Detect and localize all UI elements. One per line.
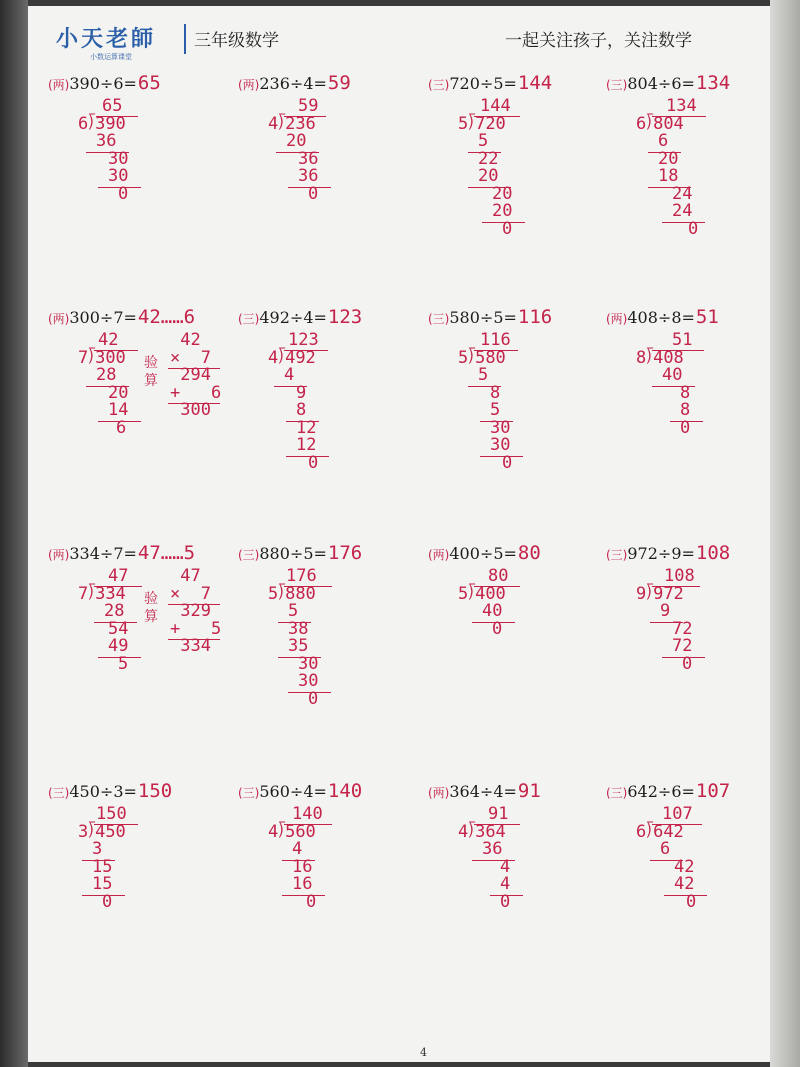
- work-row: 12: [296, 435, 317, 455]
- dividend-row: 5⟌580: [458, 347, 506, 368]
- problem-1: [48, 72, 218, 272]
- handwritten-answer: 47……5: [137, 542, 196, 564]
- problem-3: [428, 72, 598, 272]
- page-number: 4: [420, 1046, 427, 1059]
- dividend-row: 3⟌450: [78, 821, 126, 842]
- check-row: 294: [170, 365, 211, 385]
- work-row: 20: [492, 201, 513, 221]
- problem-15: [428, 780, 598, 980]
- check-row: + 5: [170, 618, 222, 639]
- handwritten-answer: 80: [517, 542, 541, 564]
- work-row: 9: [296, 382, 307, 403]
- division-bracket-line: [474, 116, 520, 117]
- problem-tag: (三): [606, 548, 628, 562]
- work-row: 0: [308, 688, 319, 709]
- problem-14: [238, 780, 408, 980]
- problem-tag: (两): [238, 78, 260, 92]
- work-row: 49: [108, 636, 129, 656]
- quotient: 51: [672, 330, 693, 350]
- work-row: 54: [108, 618, 129, 639]
- work-row: 38: [288, 618, 309, 639]
- division-bracket-line: [284, 350, 328, 351]
- problem-tag: (三): [238, 786, 260, 800]
- quotient: 42: [98, 330, 119, 350]
- work-row: 5: [288, 601, 299, 621]
- work-row: 30: [298, 671, 319, 691]
- work-row: 35: [288, 636, 309, 656]
- work-row: 42: [674, 856, 695, 877]
- problem-2: [238, 72, 408, 272]
- dividend-row: 5⟌400: [458, 583, 506, 604]
- division-bracket-line: [652, 350, 704, 351]
- work-row: 28: [96, 365, 117, 385]
- problem-tag: (两): [606, 312, 628, 326]
- check-row: 300: [170, 400, 211, 420]
- problem-5: [48, 306, 222, 506]
- work-row: 28: [104, 601, 125, 621]
- header-slogan: 一起关注孩子，关注数学: [505, 31, 692, 51]
- quotient: 108: [664, 566, 695, 586]
- brand-subtitle: 小数运算课堂: [90, 53, 132, 61]
- problem-expression: 492÷4=: [259, 308, 327, 327]
- work-row: 40: [662, 365, 683, 385]
- work-row: 0: [118, 183, 129, 204]
- work-row: 36: [298, 166, 319, 186]
- work-row: 3: [92, 839, 103, 859]
- work-row: 20: [478, 166, 499, 186]
- subtraction-line: [282, 895, 325, 896]
- worksheet-page: [28, 6, 770, 1062]
- work-row: 22: [478, 148, 499, 169]
- problem-question: [238, 542, 362, 564]
- handwritten-answer: 51: [695, 306, 719, 328]
- problem-16: [606, 780, 770, 980]
- problem-expression: 972÷9=: [627, 544, 695, 563]
- work-row: 5: [478, 365, 489, 385]
- problem-question: [606, 542, 730, 564]
- work-row: 0: [680, 417, 691, 438]
- work-row: 16: [292, 856, 313, 877]
- dividend-row: 4⟌492: [268, 347, 316, 368]
- problem-11: [428, 542, 598, 742]
- handwritten-answer: 123: [327, 306, 363, 328]
- work-row: 40: [482, 601, 503, 621]
- division-bracket-line: [94, 586, 142, 587]
- problem-expression: 560÷4=: [259, 782, 327, 801]
- problem-question: [48, 72, 161, 94]
- grade-title: 三年级数学: [194, 31, 279, 51]
- page-edge-shadow-right: [770, 0, 800, 1067]
- problem-tag: (两): [48, 312, 70, 326]
- problem-expression: 334÷7=: [69, 544, 137, 563]
- dividend-row: 6⟌642: [636, 821, 684, 842]
- dividend-row: 7⟌334: [78, 583, 126, 604]
- quotient: 59: [298, 96, 319, 116]
- check-row: 42: [170, 330, 201, 350]
- handwritten-answer: 42……6: [137, 306, 196, 328]
- work-row: 0: [686, 891, 697, 912]
- division-bracket-line: [652, 116, 706, 117]
- problem-tag: (三): [238, 312, 260, 326]
- work-row: 8: [490, 382, 501, 403]
- work-row: 8: [680, 400, 691, 420]
- problem-12: [606, 542, 770, 742]
- problem-10: [238, 542, 408, 742]
- division-bracket-line: [94, 350, 138, 351]
- problem-expression: 580÷5=: [449, 308, 517, 327]
- problem-9: [48, 542, 222, 742]
- problem-question: [606, 306, 719, 328]
- handwritten-answer: 108: [695, 542, 731, 564]
- problem-question: [428, 780, 541, 802]
- problem-tag: (两): [428, 548, 450, 562]
- work-row: 8: [296, 400, 307, 420]
- check-label: 验算: [144, 591, 158, 625]
- work-row: 42: [674, 874, 695, 894]
- work-row: 36: [482, 839, 503, 859]
- problem-expression: 236÷4=: [259, 74, 327, 93]
- subtraction-line: [662, 222, 705, 223]
- work-row: 15: [92, 856, 113, 877]
- problem-question: [428, 72, 552, 94]
- work-row: 5: [490, 400, 501, 420]
- work-row: 6: [660, 839, 671, 859]
- quotient: 107: [662, 804, 693, 824]
- division-bracket-line: [96, 116, 138, 117]
- problem-expression: 364÷4=: [449, 782, 517, 801]
- work-row: 16: [292, 874, 313, 894]
- problem-expression: 642÷6=: [627, 782, 695, 801]
- division-bracket-line: [284, 116, 326, 117]
- problem-question: [606, 780, 730, 802]
- division-bracket-line: [94, 824, 138, 825]
- dividend-row: 6⟌390: [78, 113, 126, 134]
- quotient: 116: [480, 330, 511, 350]
- division-bracket-line: [474, 586, 520, 587]
- problem-tag: (三): [48, 786, 70, 800]
- brand-logo: 小天老師: [56, 27, 157, 52]
- work-row: 20: [108, 382, 129, 403]
- problem-expression: 804÷6=: [627, 74, 695, 93]
- quotient: 150: [96, 804, 127, 824]
- work-row: 0: [102, 891, 113, 912]
- division-bracket-line: [284, 586, 332, 587]
- quotient: 134: [666, 96, 697, 116]
- quotient: 47: [108, 566, 129, 586]
- check-row: × 7: [170, 583, 211, 604]
- work-row: 18: [658, 166, 679, 186]
- handwritten-answer: 116: [517, 306, 553, 328]
- problem-tag: (两): [48, 78, 70, 92]
- problem-expression: 720÷5=: [449, 74, 517, 93]
- work-row: 15: [92, 874, 113, 894]
- work-row: 30: [108, 148, 129, 169]
- problem-tag: (三): [428, 78, 450, 92]
- problem-tag: (两): [48, 548, 70, 562]
- problem-expression: 880÷5=: [259, 544, 327, 563]
- quotient: 80: [488, 566, 509, 586]
- dividend-row: 5⟌720: [458, 113, 506, 134]
- work-row: 30: [298, 653, 319, 674]
- dividend-row: 6⟌804: [636, 113, 684, 134]
- work-row: 0: [688, 218, 699, 239]
- quotient: 65: [102, 96, 123, 116]
- handwritten-answer: 150: [137, 780, 173, 802]
- work-row: 72: [672, 636, 693, 656]
- problem-tag: (两): [428, 786, 450, 800]
- problem-expression: 400÷5=: [449, 544, 517, 563]
- dividend-row: 9⟌972: [636, 583, 684, 604]
- problem-tag: (三): [428, 312, 450, 326]
- dividend-row: 8⟌408: [636, 347, 684, 368]
- work-row: 4: [500, 874, 511, 894]
- work-row: 20: [286, 131, 307, 151]
- work-row: 0: [502, 452, 513, 473]
- problem-4: [606, 72, 770, 272]
- problem-question: [48, 780, 172, 802]
- work-row: 4: [292, 839, 303, 859]
- handwritten-answer: 140: [327, 780, 363, 802]
- problem-tag: (三): [606, 786, 628, 800]
- problem-expression: 300÷7=: [69, 308, 137, 327]
- problem-question: [238, 306, 362, 328]
- work-row: 0: [306, 891, 317, 912]
- check-row: + 6: [170, 382, 222, 403]
- quotient: 176: [286, 566, 317, 586]
- work-row: 30: [490, 435, 511, 455]
- problem-tag: (三): [606, 78, 628, 92]
- work-row: 5: [118, 653, 129, 674]
- header-divider: [184, 24, 186, 54]
- work-row: 8: [680, 382, 691, 403]
- dividend-row: 4⟌364: [458, 821, 506, 842]
- check-row: × 7: [170, 347, 211, 368]
- problem-expression: 408÷8=: [627, 308, 695, 327]
- work-row: 14: [108, 400, 129, 420]
- problem-question: [428, 306, 552, 328]
- work-row: 30: [108, 166, 129, 186]
- handwritten-answer: 176: [327, 542, 363, 564]
- work-row: 5: [478, 131, 489, 151]
- division-bracket-line: [652, 586, 700, 587]
- division-bracket-line: [474, 350, 518, 351]
- work-row: 36: [96, 131, 117, 151]
- problem-question: [238, 780, 362, 802]
- problem-6: [238, 306, 408, 506]
- quotient: 144: [480, 96, 511, 116]
- handwritten-answer: 59: [327, 72, 351, 94]
- problem-7: [428, 306, 598, 506]
- problem-8: [606, 306, 770, 506]
- work-row: 0: [500, 891, 511, 912]
- quotient: 91: [488, 804, 509, 824]
- dividend-row: 4⟌560: [268, 821, 316, 842]
- problem-tag: (三): [238, 548, 260, 562]
- problem-expression: 390÷6=: [69, 74, 137, 93]
- problem-question: [606, 72, 730, 94]
- work-row: 0: [682, 653, 693, 674]
- check-row: 47: [170, 566, 201, 586]
- quotient: 123: [288, 330, 319, 350]
- quotient: 140: [292, 804, 323, 824]
- problem-question: [238, 72, 351, 94]
- work-row: 24: [672, 183, 693, 204]
- handwritten-answer: 144: [517, 72, 553, 94]
- work-row: 20: [658, 148, 679, 169]
- problem-13: [48, 780, 218, 980]
- handwritten-answer: 107: [695, 780, 731, 802]
- work-row: 0: [308, 452, 319, 473]
- handwritten-answer: 134: [695, 72, 731, 94]
- division-bracket-line: [474, 824, 520, 825]
- work-row: 0: [492, 618, 503, 639]
- work-row: 0: [308, 183, 319, 204]
- handwritten-answer: 65: [137, 72, 161, 94]
- work-row: 30: [490, 417, 511, 438]
- work-row: 20: [492, 183, 513, 204]
- page-edge-shadow-left: [0, 0, 28, 1067]
- dividend-row: 5⟌880: [268, 583, 316, 604]
- problem-question: [48, 306, 195, 328]
- problem-question: [428, 542, 541, 564]
- work-row: 4: [284, 365, 295, 385]
- dividend-row: 7⟌300: [78, 347, 126, 368]
- work-row: 6: [116, 417, 127, 438]
- work-row: 0: [502, 218, 513, 239]
- work-row: 36: [298, 148, 319, 169]
- work-row: 9: [660, 601, 671, 621]
- check-row: 329: [170, 601, 211, 621]
- work-row: 6: [658, 131, 669, 151]
- check-row: 334: [170, 636, 211, 656]
- division-bracket-line: [652, 824, 702, 825]
- problem-question: [48, 542, 195, 564]
- work-row: 72: [672, 618, 693, 639]
- handwritten-answer: 91: [517, 780, 541, 802]
- check-label: 验算: [144, 355, 158, 389]
- problem-expression: 450÷3=: [69, 782, 137, 801]
- work-row: 24: [672, 201, 693, 221]
- division-bracket-line: [284, 824, 332, 825]
- work-row: 4: [500, 856, 511, 877]
- dividend-row: 4⟌236: [268, 113, 316, 134]
- work-row: 12: [296, 417, 317, 438]
